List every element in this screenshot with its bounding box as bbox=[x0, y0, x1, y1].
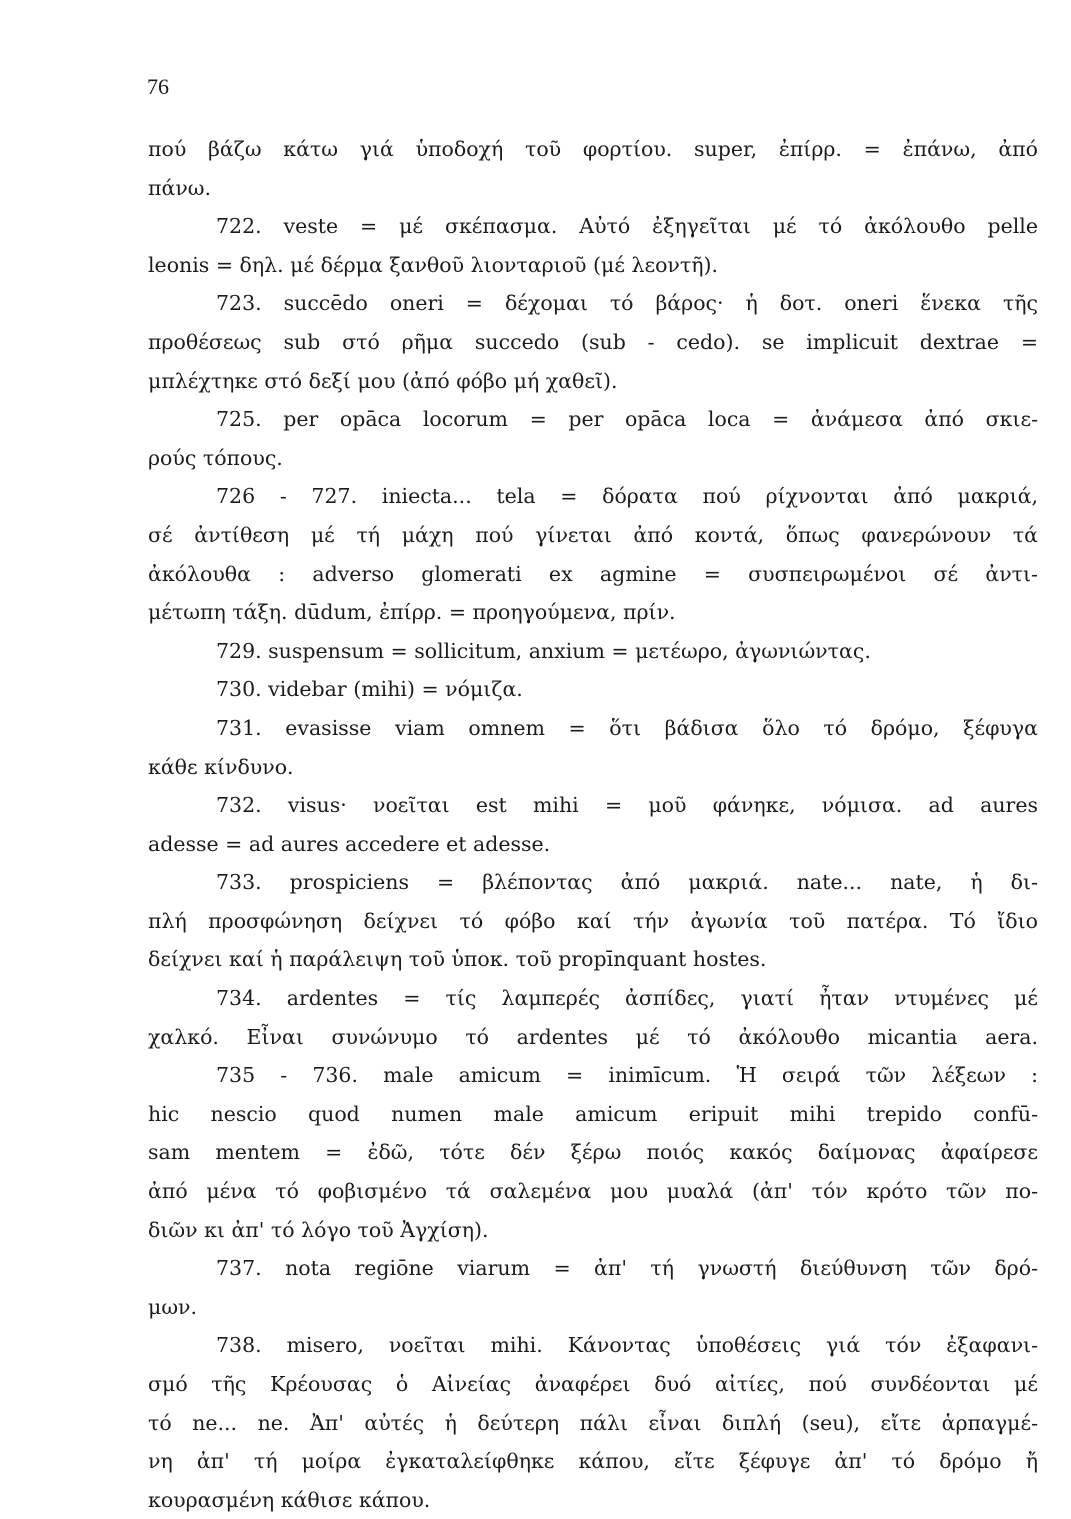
text-line: 732. visus· νοεῖται est mihi = μοῦ φάνηκε, νόμισα. ad aures bbox=[216, 793, 1038, 818]
text-line: προθέσεως sub στό ρῆμα succedo (sub - cedo). se implicuit dextrae = bbox=[148, 329, 1038, 354]
text-line: 722. veste = μέ σκέπασμα. Αὐτό ἐξηγεῖται μέ τό ἀκόλουθο pelle bbox=[216, 214, 1038, 239]
commentary-text bbox=[148, 130, 1038, 1519]
text-line: 730. videbar (mihi) = νόμιζα. bbox=[216, 677, 523, 702]
text-line: σέ ἀντίθεση μέ τή μάχη πού γίνεται ἀπό κοντά, ὅπως φανερώνουν τά bbox=[148, 522, 1038, 547]
text-line: leonis = δηλ. μέ δέρμα ξανθοῦ λιονταριοῦ (μέ λεοντῆ). bbox=[148, 252, 719, 277]
text-line: σμό τῆς Κρέουσας ὁ Αἰνείας ἀναφέρει δυό αἰτίες, πού συνδέονται μέ bbox=[148, 1372, 1038, 1396]
text-line: 734. ardentes = τίς λαμπερές ἀσπίδες, γιατί ἦταν ντυμένες μέ bbox=[216, 986, 1038, 1011]
text-line: sam mentem = ἐδῶ, τότε δέν ξέρω ποιός κακός δαίμονας ἀφαίρεσε bbox=[148, 1140, 1038, 1165]
text-line: νη ἀπ' τή μοίρα ἐγκαταλείφθηκε κάπου, εἴτε ξέφυγε ἀπ' τό δρόμο ἤ bbox=[148, 1449, 1038, 1474]
text-line: πού βάζω κάτω γιά ὑποδοχή τοῦ φορτίου. super, ἐπίρρ. = ἐπάνω, ἀπό bbox=[148, 137, 1038, 161]
text-line: 729. suspensum = sollicitum, anxium = μετέωρο, ἀγωνιώντας. bbox=[216, 638, 871, 663]
text-line: χαλκό. Εἶναι συνώνυμο τό ardentes μέ τό ἀκόλουθο micantia aera. bbox=[148, 1024, 1038, 1049]
text-line: ἀκόλουθα : adverso glomerati ex agmine = συσπειρωμένοι σέ ἀντι- bbox=[148, 561, 1038, 586]
text-line: 731. evasisse viam omnem = ὅτι βάδισα ὅλο τό δρόμο, ξέφυγα bbox=[216, 715, 1038, 740]
text-line: πάνω. bbox=[148, 175, 212, 200]
text-line: 725. per opāca locorum = per opāca loca = ἀνάμεσα ἀπό σκιε- bbox=[216, 407, 1038, 432]
text-line: διῶν κι ἀπ' τό λόγο τοῦ Ἀγχίση). bbox=[148, 1217, 489, 1242]
text-line: 735 - 736. male amicum = inimīcum. Ἡ σειρά τῶν λέξεων : bbox=[216, 1063, 1038, 1088]
text-line: μέτωπη τάξη. dūdum, ἐπίρρ. = προηγούμενα, πρίν. bbox=[148, 600, 676, 625]
text-line: κουρασμένη κάθισε κάπου. bbox=[148, 1487, 431, 1512]
text-line: hic nescio quod numen male amicum eripuit mihi trepido confū- bbox=[148, 1101, 1038, 1126]
text-line: adesse = ad aures accedere et adesse. bbox=[148, 831, 551, 856]
text-line: 723. succēdo oneri = δέχομαι τό βάρος· ἡ δοτ. oneri ἕνεκα τῆς bbox=[216, 291, 1038, 316]
text-line: ρούς τόπους. bbox=[148, 445, 283, 470]
text-line: ἀπό μένα τό φοβισμένο τά σαλεμένα μου μυαλά (ἀπ' τόν κρότο τῶν πο- bbox=[148, 1179, 1038, 1204]
text-line: 726 - 727. iniecta... tela = δόρατα πού ρίχνονται ἀπό μακριά, bbox=[216, 484, 1038, 509]
page-number: 76 bbox=[147, 74, 169, 99]
text-line: 737. nota regiōne viarum = ἀπ' τή γνωστή διεύθυνση τῶν δρό- bbox=[216, 1256, 1038, 1281]
text-line: πλή προσφώνηση δείχνει τό φόβο καί τήν ἀγωνία τοῦ πατέρα. Τό ἴδιο bbox=[148, 908, 1038, 933]
text-line: κάθε κίνδυνο. bbox=[148, 754, 294, 779]
text-line: μπλέχτηκε στό δεξί μου (ἀπό φόβο μή χαθεῖ). bbox=[148, 368, 618, 393]
text-line: μων. bbox=[148, 1294, 198, 1319]
text-line: 738. misero, νοεῖται mihi. Κάνοντας ὑποθέσεις γιά τόν ἐξαφανι- bbox=[216, 1333, 1038, 1358]
text-line: 733. prospiciens = βλέποντας ἀπό μακριά. nate... nate, ἡ δι- bbox=[216, 870, 1038, 895]
text-line: δείχνει καί ἡ παράλειψη τοῦ ὑποκ. τοῦ propīnquant hostes. bbox=[148, 947, 767, 972]
text-line: τό ne... ne. Ἀπ' αὐτές ἡ δεύτερη πάλι εἶναι διπλή (seu), εἴτε ἁρπαγμέ- bbox=[148, 1410, 1038, 1435]
